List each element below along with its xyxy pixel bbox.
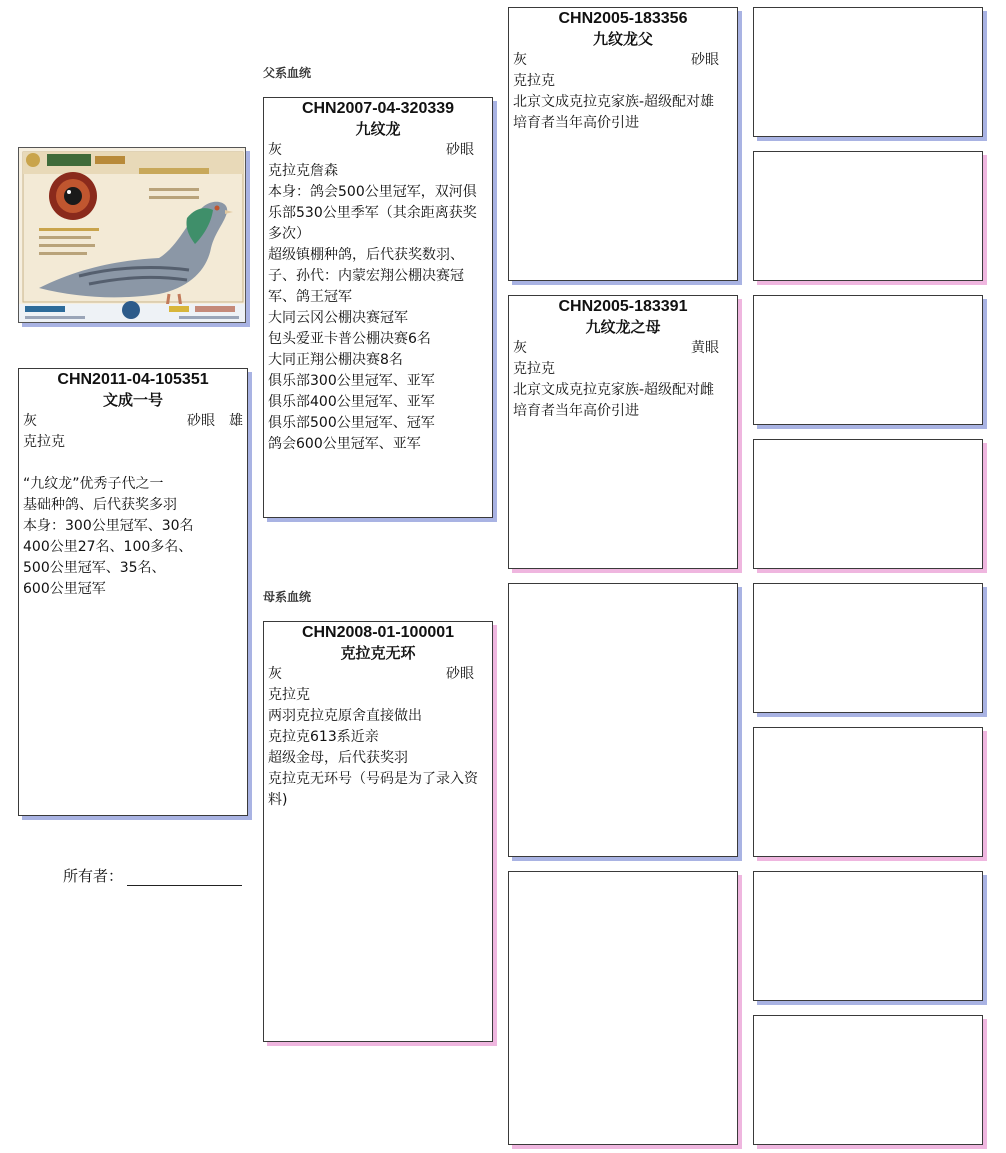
dam-dam-card	[508, 871, 738, 1145]
subject-eye: 砂眼	[187, 413, 215, 429]
subject-note: 本身：300公里冠军、30名	[23, 518, 194, 534]
maternal-lineage-label: 母系血统	[263, 590, 312, 604]
great-grandparent-card	[753, 7, 983, 137]
sire-note: 俱乐部500公里冠军、冠军	[268, 415, 435, 431]
sire-sire-strain: 克拉克	[513, 73, 555, 89]
sire-note: 鸽会600公里冠军、亚军	[268, 436, 421, 452]
subject-ring-number: CHN2011-04-105351	[57, 371, 209, 388]
sire-sire-ring-number: CHN2005-183356	[558, 10, 688, 27]
subject-strain: 克拉克	[23, 434, 65, 450]
sire-dam-note: 培育者当年高价引进	[513, 403, 639, 419]
dam-note: 超级金母，后代获奖羽	[268, 750, 408, 766]
great-grandparent-card	[753, 871, 983, 1001]
sire-dam-card	[508, 295, 738, 569]
sire-sire-note: 培育者当年高价引进	[513, 115, 639, 131]
sire-strain: 克拉克詹森	[268, 163, 338, 179]
sire-dam-name: 九纹龙之母	[585, 318, 661, 336]
sire-dam-color: 灰	[513, 340, 527, 356]
sire-eye: 砂眼	[446, 142, 474, 158]
sire-sire-traits	[509, 50, 737, 71]
great-grandparent-card	[753, 583, 983, 713]
owner-label: 所有者：	[63, 867, 124, 885]
sire-ring-number: CHN2007-04-320339	[301, 100, 455, 117]
dam-color: 灰	[268, 666, 282, 682]
dam-note: 克拉克613系近亲	[268, 729, 379, 745]
dam-card	[263, 621, 493, 1042]
dam-eye: 砂眼	[446, 666, 474, 682]
subject-name: 文成一号	[102, 391, 163, 409]
dam-note: 两羽克拉克原舍直接做出	[268, 708, 422, 724]
sire-dam-strain: 克拉克	[513, 361, 555, 377]
owner-field	[63, 866, 242, 886]
dam-traits	[264, 664, 492, 685]
sire-note: 本身：鸽会500公里冠军，双河俱乐部530公里季军（其余距离获奖多次）	[268, 184, 477, 242]
sire-note: 大同云冈公棚决赛冠军	[268, 310, 408, 326]
sire-sire-eye: 砂眼	[691, 52, 719, 68]
owner-blank-line	[127, 868, 242, 886]
sire-sire-name: 九纹龙父	[592, 30, 653, 48]
dam-sire-card	[508, 583, 738, 857]
great-grandparent-card	[753, 295, 983, 425]
dam-ring-number: CHN2008-01-100001	[301, 624, 455, 641]
great-grandparent-card	[753, 727, 983, 857]
sire-sire-card	[508, 7, 738, 281]
sire-dam-note: 北京文成克拉克家族-超级配对雌	[513, 382, 715, 398]
subject-note: 500公里冠军、35名、	[23, 560, 166, 576]
pigeon-photo-image	[19, 148, 246, 323]
subject-note: 基础种鸽、后代获奖多羽	[23, 497, 177, 513]
subject-note: “九纹龙”优秀子代之一	[23, 476, 164, 492]
great-grandparent-card	[753, 439, 983, 569]
subject-sex: 雄	[229, 413, 243, 429]
sire-traits	[264, 140, 492, 161]
sire-dam-traits	[509, 338, 737, 359]
sire-sire-color: 灰	[513, 52, 527, 68]
dam-note: 克拉克无环号（号码是为了录入资料)	[268, 771, 478, 808]
subject-note: 400公里27名、100多名、	[23, 539, 193, 555]
sire-dam-ring-number: CHN2005-183391	[558, 298, 688, 315]
sire-card	[263, 97, 493, 518]
sire-name: 九纹龙	[355, 120, 401, 138]
sire-color: 灰	[268, 142, 282, 158]
dam-name: 克拉克无环	[340, 644, 416, 662]
sire-note: 大同正翔公棚决赛8名	[268, 352, 403, 368]
paternal-lineage-label: 父系血统	[263, 66, 312, 80]
sire-note: 子、孙代：内蒙宏翔公棚决赛冠军、鸽王冠军	[268, 268, 464, 305]
pigeon-photo	[18, 147, 246, 323]
sire-note: 俱乐部300公里冠军、亚军	[268, 373, 435, 389]
great-grandparent-card	[753, 1015, 983, 1145]
subject-traits	[19, 411, 247, 432]
dam-strain: 克拉克	[268, 687, 310, 703]
sire-note: 包头爱亚卡普公棚决赛6名	[268, 331, 431, 347]
great-grandparent-card	[753, 151, 983, 281]
subject-card	[18, 368, 248, 816]
subject-color: 灰	[23, 413, 37, 429]
sire-dam-eye: 黄眼	[691, 340, 719, 356]
sire-note: 超级镇棚种鸽，后代获奖数羽、	[268, 247, 464, 263]
sire-note: 俱乐部400公里冠军、亚军	[268, 394, 435, 410]
subject-note: 600公里冠军	[23, 581, 106, 597]
sire-sire-note: 北京文成克拉克家族-超级配对雄	[513, 94, 715, 110]
